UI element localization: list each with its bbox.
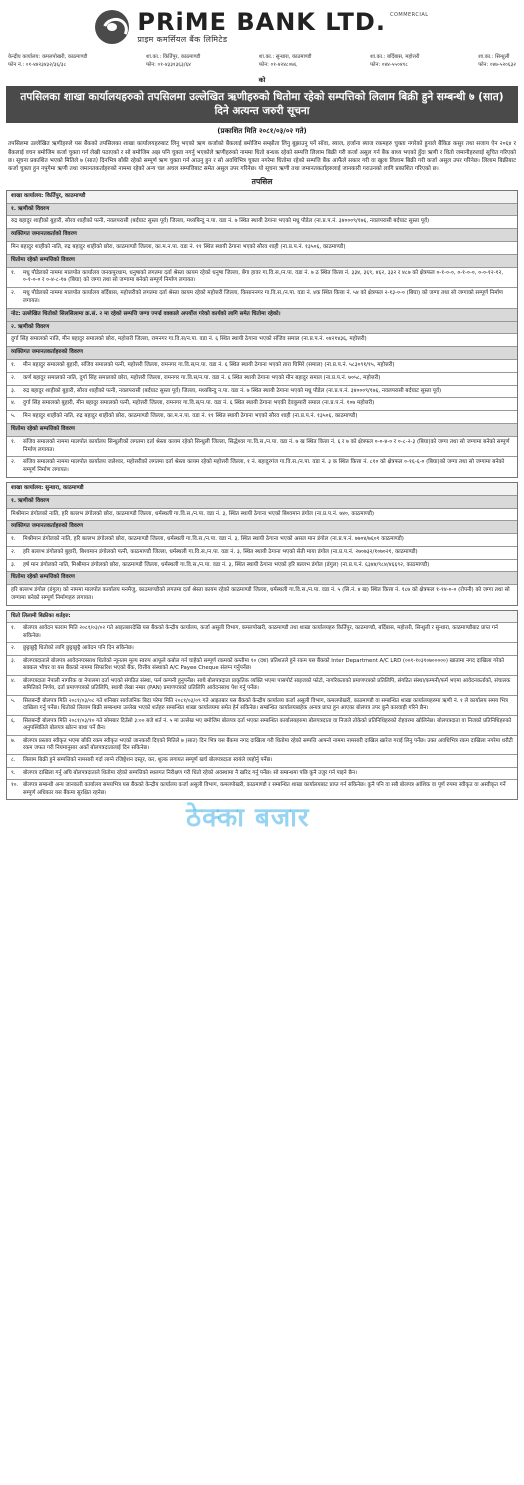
guarantor-text: हर्ष मान डंगोलको नाति, मिश्रीमान डंगोलको छोरा, काठमाण्डौ जिल्ला, धर्मस्थली गा.वि.स./न.पा. वडा नं. ३, स्थित स्थायी ठेगाना भएको हरि बल्लभ डंगोल (डंगुल) (ना.प्र.प.नं. ६३४४/९८४/४६६९२, काठमाण्डौ) <box>23 561 430 568</box>
contact-office: शा.का.: सुन्धारा, काठमाण्डौ <box>258 54 312 60</box>
contact-block <box>146 54 200 69</box>
term-text: सिलबन्दी बोलपत्र मिति २०८१/०३/०८ गते शनिबार सार्वजनिक बिदा परेमा मिति २०८१/०३/०९ गते आइतबार यस बैंकको केन्द्रीय कार्यालय कर्जा असुली विभाग, कमलपोखरी, काठमाण्डौ वा सम्बन्धित शाखा कार्यालयहरुमा ऋणी नं. १ ले कार्यालय समय भित्र दाखिला गर्नु पर्नेछ। धितोको लिलाम बिक्री सम्बन्धमा उल्लेख भएको शर्तहरु सम्बन्धित शाखा कार्यालयमा समेत हेर्न सकिनेछ। सम्बन्धित कार्यालयबाहेक अन्यत्र प्राप्त हुन आएका बोलपत्र उपर कुनै कारवाही गरिने छैन। <box>23 697 508 712</box>
term-text: बोलपत्र आवेदन फाराम मिति २०८१/०३/०२ गते आइतबारदेखि यस बैंकको केन्द्रीय कार्यालय, कर्जा असुली विभाग, कमलपोखरी, काठमाण्डौ तथा शाखा कार्यालयहरु किर्तिपुर, काठमाण्डौ, बर्दिबास, महोत्तरी, सिन्धुली र सुन्धारा, काठमाण्डौबाट प्राप्त गर्न सकिनेछ। <box>23 625 498 639</box>
property-text: मधु पौडेलको नाममा मालपोत कार्यालय जनकपुरधाम, धनुषाको लगतमा दर्ता श्रेस्ता कायम रहेको धनुषा जिल्ला, बेंगा हावर गा.वि.स./न.पा. वडा नं. ७ ठ स्थित कित्ता नं. ३३४, ३६९, ४६२, ३३२ र ४८७ को क्षेत्रफल ०-१-०-०, ०-१-०-०, ०-०-१२-१२, ०-१-०-० र ०-४-८-१७ (बिघा) को जग्गा तथा सो जग्गामा बनेको सम्पूर्ण निर्माण लगायत। <box>23 269 504 284</box>
property-detail: हरि बल्लभ डंगोल (डंगुल) को नाममा मालपोत कार्यालय मनमैजु, काठमाण्डौको लगतमा दर्ता श्रेस्ता कायम रहेको काठमाण्डौ जिल्ला, धर्मस्थली गा.वि.स./न.पा. वडा नं. ५ (सि.नं. ४ ख) स्थित कित्ता नं. १८७ को क्षेत्रफल १-१४-०-० (रोपनी) को जग्गा तथा सो जग्गामा बनेको सम्पूर्ण निर्माणहरु लगायत। <box>11 587 510 602</box>
term-item: ९. बोलपत्र दाखिला गर्नु अघि बोलपत्रदाताले धितोमा रहेको सम्पत्तिको स्थलगत निरीक्षण गरी धितो रहेको अवस्थामा नै खरिद गर्नु पर्नेछ। सो सम्बन्धमा पछि कुनै उजुर गर्न पाइने छैन। <box>7 768 517 780</box>
brand-name: PRiME BANK LTD. <box>137 8 386 36</box>
contact-block <box>259 54 312 69</box>
office-heading: शाखा कार्यालय: किर्तिपुर, काठमाण्डौ <box>7 191 517 204</box>
contact-phone: फोन: ०१-४२४८०७६ <box>258 61 297 68</box>
property-note: नोट: उल्लेखित धितोको सिलसिलामा क्र.सं. २ मा रहेको सम्पत्ति जग्गा ज्नर्ज्र वक्काले अपर्योज गरेको कार्यको लागि समेत धितोमा रहेको। <box>7 309 517 322</box>
guarantor-text: मिश्रीमान डंगोलको नाति, हरि बल्लभ डंगोलको छोरा, काठमाण्डौ जिल्ला, धर्मस्थली गा.वि.स./न.पा. वडा नं. ३, स्थित स्थायी ठेगाना भएको असल मान डंगोल (ना.प्र.प.नं. ७७०४/७६०१ काठमाण्डौ) <box>23 536 404 543</box>
branch-contacts <box>6 50 518 69</box>
contact-office: केन्द्रीय कार्यालय: कमलपोखरी, काठमाण्डौ <box>8 54 88 60</box>
term-item: १. बोलपत्र आवेदन फाराम मिति २०८१/०३/०२ गते आइतबारदेखि यस बैंकको केन्द्रीय कार्यालय, कर्जा असुली विभाग, कमलपोखरी, काठमाण्डौ तथा शाखा कार्यालयहरु किर्तिपुर, काठमाण्डौ, बर्दिबास, महोत्तरी, सिन्धुली र सुन्धारा, काठमाण्डौबाट प्राप्त गर्न सकिनेछ। <box>7 623 517 643</box>
branch-section <box>6 482 518 606</box>
property-item: २. मधु पौडेलको नाममा मालपोत कार्यालय बर्दिबास, महोत्तरीको लगतमा दर्ता श्रेस्ता कायम रहेको महोत्तरी जिल्ला, किसाननगर गा.वि.स./न.पा. वडा नं. ४क स्थित कित्ता नं. ५४ को क्षेत्रफल २-१३-०-० (बिघा) को जग्गा तथा सो जग्गाको सम्पूर्ण निर्माण लगायत। <box>7 288 517 309</box>
term-text: सिलबन्दी बोलपत्र मिति २०८१/०३/१० गते सोमबार दिउँसो ३:०० बजे शर्त नं. ५ मा उल्लेख भए बमोजिम बोलपत्र दर्ता भएका सम्बन्धित कार्यालयहरुमा बोलपत्रदाता वा निजले तोकेको प्रतिनिधिहरुको रोहवरमा खोलिनेछ। बोलपत्रदाता वा निजको प्रतिनिधिहरुको अनुपस्थितिले बोलपत्र खोल्न बाधा पर्ने छैन। <box>23 717 512 732</box>
guarantor-item: ३. रुद्र बहादुर शाहीको बुहारी, सौरव शाहीको पत्नी, नवलपरासी (बर्दघाट सुस्ता पूर्व) जिल्ला, मध्यबिन्दु न.पा. वडा नं. ७ स्थित स्थायी ठेगाना भएको मधु पौडेल (ना.प्र.प.नं. ३४०००९/१७६, नवलपरासी बर्दघाट सुस्ता पूर्व) <box>7 386 517 399</box>
guarantor-text: मिन बहादुर शाहीको नाति, रुद्र बहादुर शाहीको छोरा, काठमाण्डौ जिल्ला, का.म.न.पा. वडा नं. ११ स्थित स्थायी ठेगाना भएको सौरव शाही (ना.प्र.प.नं. १३५०६, काठमाण्डौ) <box>23 413 358 420</box>
property-text: संजिव समालको नाममा मालपोत कार्यालय जलेश्वर, महोत्तरीको लगतमा दर्ता श्रेस्ता कायम रहेको महोत्तरी जिल्ला, १ नं. बहादुरगंज गा.वि.स./न.पा. वडा नं. ३ क स्थित कित्ता नं. ८१० को क्षेत्रफल ०-१६-६-० (बिघा)को जग्गा तथा सो जग्गामा बनेको सम्पूर्ण निर्माण लगायत। <box>23 459 505 474</box>
notice-title: तपसिलका शाखा कार्यालयहरुको तपसिलमा उल्लेखित ऋणीहरुको धितोमा रहेको सम्पत्तिको लिलाम बिक्री हुने सम्बन्धी ७ (सात) दिने अत्यन्त जरुरी सूचना <box>6 86 518 123</box>
term-item: ५. सिलबन्दी बोलपत्र मिति २०८१/०३/०८ गते शनिबार सार्वजनिक बिदा परेमा मिति २०८१/०३/०९ गते आइतबार यस बैंकको केन्द्रीय कार्यालय कर्जा असुली विभाग, कमलपोखरी, काठमाण्डौ वा सम्बन्धित शाखा कार्यालयहरुमा ऋणी नं. १ ले कार्यालय समय भित्र दाखिला गर्नु पर्नेछ। धितोको लिलाम बिक्री सम्बन्धमा उल्लेख भएको शर्तहरु सम्बन्धित शाखा कार्यालयमा समेत हेर्न सकिनेछ। सम्बन्धित कार्यालयबाहेक अन्यत्र प्राप्त हुन आएका बोलपत्र उपर कुनै कारवाही गरिने छैन। <box>7 696 517 716</box>
property-text: संजिव समालको नाममा मालपोत कार्यालय सिन्धुलीको लगतमा दर्ता श्रेस्ता कायम रहेको सिन्धुली जिल्ला, सिद्धेश्वर गा.वि.स./न.पा. वडा नं. ७ ख स्थित कित्ता नं. ६ र ७ को क्षेत्रफल ०-०-४-० र ०-८-२-३ (बिघा)को जग्गा तथा सो जग्गामा बनेको सम्पूर्ण निर्माण लगायत। <box>23 438 510 453</box>
guarantor-text: मीन बहादुर समालको बुहारी, संजिव समालको पत्नी, महोत्तरी जिल्ला, रामनगर गा.वि.स/न.पा. वडा नं. ६ स्थित स्थायी ठेगाना भएको तारा घिमिरे (समाल) (ना.प्र.प.नं. ५८३०९१/१५, महोत्तरी) <box>23 361 395 368</box>
property-item: १. संजिव समालको नाममा मालपोत कार्यालय सिन्धुलीको लगतमा दर्ता श्रेस्ता कायम रहेको सिन्धुली जिल्ला, सिद्धेश्वर गा.वि.स./न.पा. वडा नं. ७ ख स्थित कित्ता नं. ६ र ७ को क्षेत्रफल ०-०-४-० र ०-८-२-३ (बिघा)को जग्गा तथा सो जग्गामा बनेको सम्पूर्ण निर्माण लगायत। <box>7 437 517 458</box>
guarantor-item: १. मिश्रीमान डंगोलको नाति, हरि बल्लभ डंगोलको छोरा, काठमाण्डौ जिल्ला, धर्मस्थली गा.वि.स./न.पा. वडा नं. ३, स्थित स्थायी ठेगाना भएको असल मान डंगोल (ना.प्र.प.नं. ७७०४/७६०१ काठमाण्डौ) <box>7 534 517 547</box>
guarantor-label: व्यक्तिगत जमानतकर्ताको विवरण <box>7 229 517 242</box>
borrower-detail: दुर्गा सिंह समालको नाति, मीन बहादुर समालको छोरा, महोत्तरी जिल्ला, रामनगर गा.वि.स/न.पा. वडा नं. ६ स्थित स्थायी ठेगाना भएको संजिव समाल (ना.प्र.प.नं. ०४२१४३६, महोत्तरी) <box>7 334 517 347</box>
contact-office: शा.का.: सिन्धुली <box>478 54 510 60</box>
term-text: बोलपत्र दाखिला गर्नु अघि बोलपत्रदाताले धितोमा रहेको सम्पत्तिको स्थलगत निरीक्षण गरी धितो रहेको अवस्थामा नै खरिद गर्नु पर्नेछ। सो सम्बन्धमा पछि कुनै उजुर गर्न पाइने छैन। <box>23 769 358 776</box>
guarantor-text: दुर्गा सिंह समालको बुहारी, मीन बहादुर समालको पत्नी, महोत्तरी जिल्ला, रामनगर गा.वि.स/न.पा. वडा नं. ६ स्थित स्थायी ठेगाना भएकी देवकुमारी समाल (ना.प्र.प.नं. १०७ महोत्तरी) <box>23 400 375 407</box>
term-text: लिलाम बिक्री हुने सम्पत्तिको नामसारी गर्दा लाग्ने रजिष्ट्रेशन दस्तुर, कर, शुल्क लगायत सम्पूर्ण खर्च बोलपत्रदाता स्वयंले व्यहोर्नु पर्नेछ। <box>23 757 273 764</box>
guarantor-item: २. हरि बल्लभ डंगोलको बुहारी, बिश्वमान डंगोलको पत्नी, काठमाण्डौ जिल्ला, धर्मस्थली गा.वि.स./न.पा. वडा नं. ३, स्थित स्थायी ठेगाना भएको सेती माया डंगोल (ना.प्र.प.नं. २७०७३२/१०७०२१, काठमाण्डौ) <box>7 547 517 560</box>
guarantor-text: हरि बल्लभ डंगोलको बुहारी, बिश्वमान डंगोलको पत्नी, काठमाण्डौ जिल्ला, धर्मस्थली गा.वि.स./न.पा. वडा नं. ३, स्थित स्थायी ठेगाना भएको सेती माया डंगोल (ना.प्र.प.नं. २७०७३२/१०७०२१, काठमाण्डौ) <box>23 548 418 555</box>
terms-section <box>6 610 518 800</box>
guarantor-detail: मिन बहादुर शाहीको नाति, रुद्र बहादुर शाहीको छोरा, काठमाण्डौ जिल्ला, का.म.न.पा. वडा नं. ११ स्थित स्थायी ठेगाना भएको सौरव शाही (ना.प्र.प.नं. १३५०६, काठमाण्डौ) <box>7 242 517 255</box>
contact-phone: फोन: ०४७-५२०६३२ <box>478 61 516 68</box>
contact-phone: फोन नं.: ०१-४४२३४३२/३६/३८ <box>8 61 67 68</box>
guarantor-item: १. मीन बहादुर समालको बुहारी, संजिव समालको पत्नी, महोत्तरी जिल्ला, रामनगर गा.वि.स/न.पा. वडा नं. ६ स्थित स्थायी ठेगाना भएको तारा घिमिरे (समाल) (ना.प्र.प.नं. ५८३०९१/१५, महोत्तरी) <box>7 360 517 373</box>
borrower-label: २. ऋणीको विवरण <box>7 322 517 335</box>
contact-office: शा.का.: किर्तिपुर, काठमाण्डौ <box>145 54 201 60</box>
term-text: बोलपत्र प्रस्ताव स्वीकृत भएमा बाँकी रकम स्वीकृत भएको जानकारी दिएको मितिले ७ (सात) दिन भित्र यस बैंकमा नगद दाखिला गरी धितोमा रहेको सम्पत्ति आफ्नो नाममा नामसारी दाखिल खारेज गराई लिनु पर्नेछ। उक्त अवधिभित्र रकम दाखिला नगरेमा धरौटी रकम जफत गरी नियमानुसार अर्को बोलपत्रदातालाई दिन सकिनेछ। <box>23 737 513 751</box>
contact-block <box>370 54 419 69</box>
bank-logo-icon <box>95 10 129 44</box>
term-item: ७. बोलपत्र प्रस्ताव स्वीकृत भएमा बाँकी रकम स्वीकृत भएको जानकारी दिएको मितिले ७ (सात) दिन भित्र यस बैंकमा नगद दाखिला गरी धितोमा रहेको सम्पत्ति आफ्नो नाममा नामसारी दाखिल खारेज गराई लिनु पर्नेछ। उक्त अवधिभित्र रकम दाखिला नगरेमा धरौटी रकम जफत गरी नियमानुसार अर्को बोलपत्रदातालाई दिन सकिनेछ। <box>7 736 517 756</box>
tapsil-heading: तपसिल <box>251 176 273 186</box>
watermark-logo: ठेक्का बजार <box>186 803 310 833</box>
property-text: मधु पौडेलको नाममा मालपोत कार्यालय बर्दिबास, महोत्तरीको लगतमा दर्ता श्रेस्ता कायम रहेको महोत्तरी जिल्ला, किसाननगर गा.वि.स./न.पा. वडा नं. ४क स्थित कित्ता नं. ५४ को क्षेत्रफल २-१३-०-० (बिघा) को जग्गा तथा सो जग्गाको सम्पूर्ण निर्माण लगायत। <box>23 290 503 304</box>
contact-phone: फोन: ०१-४३३१३६३/६४ <box>145 61 191 68</box>
publication-date: (प्रकाशित मिति २०८१/०३/०२ गते) <box>217 127 307 136</box>
guarantor-text: रुद्र बहादुर शाहीको बुहारी, सौरव शाहीको पत्नी, नवलपरासी (बर्दघाट सुस्ता पूर्व) जिल्ला, मध्यबिन्दु न.पा. वडा नं. ७ स्थित स्थायी ठेगाना भएको मधु पौडेल (ना.प्र.प.नं. ३४०००९/१७६, नवलपरासी बर्दघाट सुस्ता पूर्व) <box>23 387 442 394</box>
term-item: १०. बोलपत्र सम्बन्धी अन्य जानकारी कार्यालय समयभित्र यस बैंकको केन्द्रीय कार्यालय कर्जा असुली विभाग, कमलपोखरी, काठमाण्डौ र सम्बन्धित शाखा कार्यालयबाट प्राप्त गर्न सकिनेछ। कुनै पनि वा सबै बोलपत्र आंशिक वा पूर्ण रुपमा स्वीकृत वा अस्वीकृत गर्ने सम्पूर्ण अधिकार यस बैंकमा सुरक्षित रहनेछ। <box>7 780 517 799</box>
property-item: २. संजिव समालको नाममा मालपोत कार्यालय जलेश्वर, महोत्तरीको लगतमा दर्ता श्रेस्ता कायम रहेको महोत्तरी जिल्ला, १ नं. बहादुरगंज गा.वि.स./न.पा. वडा नं. ३ क स्थित कित्ता नं. ८१० को क्षेत्रफल ०-१६-६-० (बिघा)को जग्गा तथा सो जग्गामा बनेको सम्पूर्ण निर्माण लगायत। <box>7 457 517 477</box>
property-label: धितोमा रहेको सम्पत्तिको विवरण <box>7 424 517 437</box>
guarantor-item: ५. मिन बहादुर शाहीको नाति, रुद्र बहादुर शाहीको छोरा, काठमाण्डौ जिल्ला, का.म.न.पा. वडा नं. ११ स्थित स्थायी ठेगाना भएको सौरव शाही (ना.प्र.प.नं. १३५०६, काठमाण्डौ) <box>7 411 517 424</box>
term-text: बोलपत्र सम्बन्धी अन्य जानकारी कार्यालय समयभित्र यस बैंकको केन्द्रीय कार्यालय कर्जा असुली विभाग, कमलपोखरी, काठमाण्डौ र सम्बन्धित शाखा कार्यालयबाट प्राप्त गर्न सकिनेछ। कुनै पनि वा सबै बोलपत्र आंशिक वा पूर्ण रुपमा स्वीकृत वा अस्वीकृत गर्ने सम्पूर्ण अधिकार यस बैंकमा सुरक्षित रहनेछ। <box>23 782 506 796</box>
term-item: ३. बोलपत्रदाताले बोलपत्र आवेदनपत्रसाथ धितोको न्यूनतम मूल्य स्वरुप आफूले कबोल गर्न चाहेको सम्पूर्ण रकमको कम्तीमा १० (दश) प्रतिशतले हुने रकम यस बैंकको Inter Department A/C LRD (००१-१०३१०७०००००) खातामा नगद दाखिला गरेको सक्कल भौचर वा यस बैंकको नाममा सिफारिश भएको बैंक, वित्तीय संस्थाको A/C Payee Cheque संलग्न गर्नुपर्नेछ। <box>7 656 517 676</box>
brand-tag: COMMERCIAL <box>389 12 429 18</box>
guarantor-item: २. कर्ण बहादुर समालको नाति, दुर्गा सिंह समालको छोरा, महोत्तरी जिल्ला, रामनगर गा.वि.स/न.पा. वडा नं. ६ स्थित स्थायी ठेगाना भएको मीन बहादुर समाल (ना.प्र.प.नं. ७०५८, महोत्तरी) <box>7 373 517 386</box>
contact-block <box>8 54 87 69</box>
terms-heading: धितो लिलामी बिक्रीका शर्तहरु: <box>7 611 517 623</box>
bank-header <box>6 0 518 50</box>
ko-label: को <box>258 76 266 85</box>
borrower-detail: मिश्रीमान डंगोलको नाति, हरि बल्लभ डंगोलको छोरा, काठमाण्डौ जिल्ला, धर्मस्थली गा.वि.स./न.पा. वडा नं. ३, स्थित स्थायी ठेगाना भएको बिश्वमान डंगोल (ना.प्र.प.नं. ७४०, काठमाण्डौ) <box>7 509 517 522</box>
term-text: बोलपत्रदाताले बोलपत्र आवेदनपत्रसाथ धितोको न्यूनतम मूल्य स्वरुप आफूले कबोल गर्न चाहेको सम्पूर्ण रकमको कम्तीमा १० (दश) प्रतिशतले हुने रकम यस बैंकको Inter Department A/C LRD (००१-१०३१०७०००००) खातामा नगद दाखिला गरेको सक्कल भौचर वा यस बैंकको नाममा सिफारिश भएको बैंक, वित्तीय संस्थाको A/C Payee Cheque संलग्न गर्नुपर्नेछ। <box>23 657 504 672</box>
brand-subtitle: प्राइम कमर्सियल बैंक लिमिटेड <box>137 35 228 44</box>
term-item: ८. लिलाम बिक्री हुने सम्पत्तिको नामसारी गर्दा लाग्ने रजिष्ट्रेशन दस्तुर, कर, शुल्क लगायत सम्पूर्ण खर्च बोलपत्रदाता स्वयंले व्यहोर्नु पर्नेछ। <box>7 755 517 767</box>
term-text: बोलपत्रदाता नेपाली नागरिक वा नेपालमा दर्ता भएको संगठित संस्था, फर्म कम्पनी हुनुपर्नेछ। साथै बोलपत्रदाता प्राकृतिक व्यक्ति भएमा पासपोर्ट साइजको फोटो, नागरिकताको प्रमाणपत्रको प्रतिलिपि, संगठित संस्था/कम्पनी/फर्म भएमा आवेदनकर्ताको, संचालक समितिको निर्णय, दर्ता प्रमाणपत्रको प्रतिलिपि, स्थायी लेखा नम्बर (PAN) प्रमाणपत्रको प्रतिलिपि आवेदनसाथ पेश गर्नु पर्नेछ। <box>23 677 511 692</box>
term-text: छुट्टाछुट्टै धितोको लागि छुट्टाछुट्टै आवेदन पनि दिन सकिनेछ। <box>23 645 134 652</box>
guarantor-text: कर्ण बहादुर समालको नाति, दुर्गा सिंह समालको छोरा, महोत्तरी जिल्ला, रामनगर गा.वि.स/न.पा. वडा नं. ६ स्थित स्थायी ठेगाना भएको मीन बहादुर समाल (ना.प्र.प.नं. ७०५८, महोत्तरी) <box>23 374 381 381</box>
intro-paragraph: तपसिलमा उल्लेखित ऋणीहरुले यस बैंकको तपसिलका शाखा कार्यालयहरुबाट लिनु भएको ऋण कर्जाको बैंकलाई बमोजिम सम्झौता लिनु बुझाउनु पर्ने सॉवा, ब्याज, हर्जाना ब्याज रकमहरु चुक्ता नगरेको हुनाले बैंकिङ कसुर तथा सजाय ऐन २०६४ र बैंकलाई वचन बमोजिम कर्जा चुक्ता गर्न लेखी पठाएको र सो बमोजिम अझ पनि चुक्ता नगर्नु भएकोले ऋणीहरुको नाममा धितो बन्धक रहेको सम्पत्ति लिलाम बिक्री गरी कर्जा असुल गर्न बैंक बाध्य भएको हुँदा ऋणी र धितो जमानीहरुलाई सूचित गरिएको छ। सूचना प्रकाशित भएको मितिले ७ (सात) दिनभित्र बाँकी रहेको सम्पूर्ण ऋण चुक्ता गर्न आउनु हुन र सो अवधिभित्र चुक्ता नगरेमा धितोमा रहेको सम्पत्ति बैंक आफैंले सकार गरी वा खुला लिलाम बिक्री गरी कर्जा असुल उपर गरिनेछ। लिलाम बिक्रीबाट कर्जा चुक्ता हुन नपुगेमा ऋणी तथा जमानतकर्ताहरुको नाममा रहेको अन्य चल अचल सम्पत्तिबाट समेत असुल उपर गरिनेछ। यो सूचना ऋणी तथा जमानतकर्ताहरुलाई जानकारी गराउनको लागि प्रकाशित गरिएको छ। <box>8 141 516 172</box>
contact-office: शा.का.: बर्दिबास, महोत्तरी <box>370 54 420 60</box>
office-heading: शाखा कार्यालय: सुन्धारा, काठमाण्डौ <box>7 483 517 496</box>
borrower-detail: रुद्र बहादुर शाहीको बुहारी, सौरव शाहीको पत्नी, नवलपरासी (बर्दघाट सुस्ता पूर्व) जिल्ला, मध्यबिन्दु न.पा. वडा नं. ७ स्थित स्थायी ठेगाना भएको मधु पौडेल (ना.प्र.प.नं. ३४०००९/१७६, नवलपरासी बर्दघाट सुस्ता पूर्व) <box>7 216 517 229</box>
property-label: धितोमा रहेको सम्पत्तिको विवरण <box>7 255 517 268</box>
property-item: १. मधु पौडेलको नाममा मालपोत कार्यालय जनकपुरधाम, धनुषाको लगतमा दर्ता श्रेस्ता कायम रहेको धनुषा जिल्ला, बेंगा हावर गा.वि.स./न.पा. वडा नं. ७ ठ स्थित कित्ता नं. ३३४, ३६९, ४६२, ३३२ र ४८७ को क्षेत्रफल ०-१-०-०, ०-१-०-०, ०-०-१२-१२, ०-१-०-० र ०-४-८-१७ (बिघा) को जग्गा तथा सो जग्गामा बनेको सम्पूर्ण निर्माण लगायत। <box>7 268 517 289</box>
term-item: ६. सिलबन्दी बोलपत्र मिति २०८१/०३/१० गते सोमबार दिउँसो ३:०० बजे शर्त नं. ५ मा उल्लेख भए बमोजिम बोलपत्र दर्ता भएका सम्बन्धित कार्यालयहरुमा बोलपत्रदाता वा निजले तोकेको प्रतिनिधिहरुको रोहवरमा खोलिनेछ। बोलपत्रदाता वा निजको प्रतिनिधिहरुको अनुपस्थितिले बोलपत्र खोल्न बाधा पर्ने छैन। <box>7 716 517 736</box>
borrower-label: १. ऋणीको विवरण <box>7 496 517 509</box>
term-item: २. छुट्टाछुट्टै धितोको लागि छुट्टाछुट्टै आवेदन पनि दिन सकिनेछ। <box>7 643 517 655</box>
branch-section <box>6 190 518 478</box>
guarantor-label: व्यक्तिगत जमानतकर्ताहरुको विवरण <box>7 347 517 360</box>
term-item: ४. बोलपत्रदाता नेपाली नागरिक वा नेपालमा दर्ता भएको संगठित संस्था, फर्म कम्पनी हुनुपर्नेछ। साथै बोलपत्रदाता प्राकृतिक व्यक्ति भएमा पासपोर्ट साइजको फोटो, नागरिकताको प्रमाणपत्रको प्रतिलिपि, संगठित संस्था/कम्पनी/फर्म भएमा आवेदनकर्ताको, संचालक समितिको निर्णय, दर्ता प्रमाणपत्रको प्रतिलिपि, स्थायी लेखा नम्बर (PAN) प्रमाणपत्रको प्रतिलिपि आवेदनसाथ पेश गर्नु पर्नेछ। <box>7 676 517 696</box>
contact-phone: फोन: ०४४-५५०४९८ <box>370 61 408 68</box>
property-label: धितोमा रहेको सम्पत्तिको विवरण <box>7 572 517 585</box>
borrower-label: १. ऋणीको विवरण <box>7 204 517 217</box>
contact-block <box>478 54 516 69</box>
guarantor-label: व्यक्तिगत जमानतकर्ताहरुको विवरण <box>7 521 517 534</box>
guarantor-item: ४. दुर्गा सिंह समालको बुहारी, मीन बहादुर समालको पत्नी, महोत्तरी जिल्ला, रामनगर गा.वि.स/न.पा. वडा नं. ६ स्थित स्थायी ठेगाना भएकी देवकुमारी समाल (ना.प्र.प.नं. १०७ महोत्तरी) <box>7 398 517 411</box>
bank-wordmark <box>137 10 428 44</box>
guarantor-item: ३. हर्ष मान डंगोलको नाति, मिश्रीमान डंगोलको छोरा, काठमाण्डौ जिल्ला, धर्मस्थली गा.वि.स./न.पा. वडा नं. ३, स्थित स्थायी ठेगाना भएको हरि बल्लभ डंगोल (डंगुल) (ना.प्र.प.नं. ६३४४/९८४/४६६९२, काठमाण्डौ) <box>7 560 517 573</box>
